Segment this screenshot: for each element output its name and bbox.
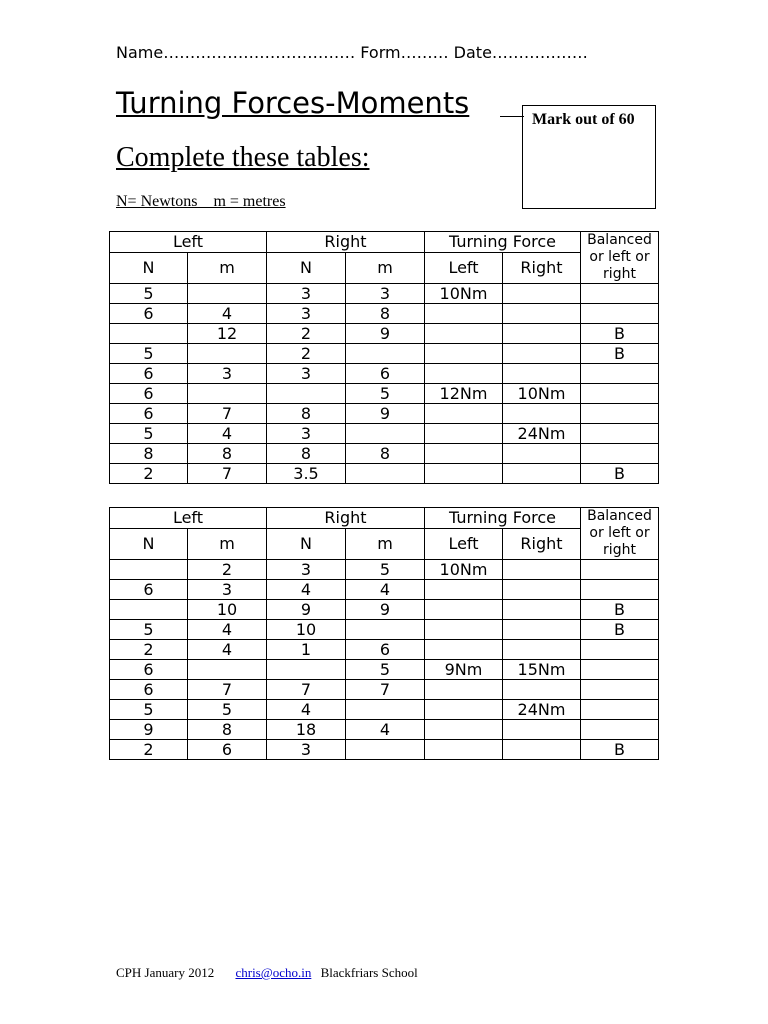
table-cell[interactable] — [581, 720, 659, 740]
table-cell[interactable]: 5 — [188, 700, 267, 720]
footer-email-link[interactable]: chris@ocho.in — [235, 965, 312, 980]
table-cell[interactable]: 10 — [267, 620, 346, 640]
table-cell[interactable]: 2 — [110, 640, 188, 660]
table-cell[interactable]: 24Nm — [503, 424, 581, 444]
table-cell[interactable]: 8 — [346, 304, 425, 324]
table-cell[interactable]: 7 — [346, 680, 425, 700]
table-cell[interactable] — [503, 580, 581, 600]
table-row — [110, 364, 659, 384]
table-cell[interactable] — [503, 680, 581, 700]
table-row — [110, 404, 659, 424]
table-row — [110, 620, 659, 640]
table-cell[interactable] — [425, 680, 503, 700]
table-cell[interactable] — [425, 424, 503, 444]
table-row — [110, 344, 659, 364]
units-legend: N= Newtons m = metres — [116, 193, 286, 210]
column-header: N — [267, 528, 346, 559]
table-cell[interactable]: 9 — [110, 720, 188, 740]
table-cell[interactable] — [425, 740, 503, 760]
table-cell[interactable]: 4 — [188, 620, 267, 640]
column-header: Right — [503, 528, 581, 559]
column-header: N — [110, 252, 188, 283]
table-cell[interactable]: 6 — [346, 364, 425, 384]
table-cell[interactable]: 7 — [188, 464, 267, 484]
table-cell[interactable] — [425, 344, 503, 364]
table-cell[interactable]: 12Nm — [425, 384, 503, 404]
table-cell[interactable]: 5 — [346, 560, 425, 580]
table-cell[interactable]: 3 — [267, 560, 346, 580]
table-cell[interactable]: 8 — [267, 444, 346, 464]
table-cell[interactable]: 6 — [110, 404, 188, 424]
table-cell[interactable]: 3 — [267, 740, 346, 760]
table-group-header-row — [110, 232, 659, 253]
table-cell[interactable]: 15Nm — [503, 660, 581, 680]
column-header: m — [346, 252, 425, 283]
table-cell[interactable]: 4 — [188, 640, 267, 660]
table-row — [110, 324, 659, 344]
table-cell[interactable]: 5 — [110, 620, 188, 640]
table-cell[interactable] — [425, 720, 503, 740]
table-cell[interactable]: 9 — [346, 404, 425, 424]
table-row — [110, 680, 659, 700]
table-cell[interactable]: 3.5 — [267, 464, 346, 484]
table-cell[interactable] — [581, 660, 659, 680]
table-cell[interactable]: 3 — [188, 364, 267, 384]
table-cell[interactable] — [110, 324, 188, 344]
table-cell[interactable] — [346, 344, 425, 364]
group-header: Left — [110, 508, 267, 529]
table-row — [110, 284, 659, 304]
column-header: N — [267, 252, 346, 283]
table-cell[interactable]: 7 — [267, 680, 346, 700]
instructions-heading: Complete these tables: — [116, 142, 370, 173]
table-cell[interactable] — [425, 364, 503, 384]
table-cell[interactable]: 1 — [267, 640, 346, 660]
table-cell[interactable] — [581, 424, 659, 444]
table-cell[interactable] — [425, 404, 503, 424]
table-cell[interactable] — [188, 384, 267, 404]
table-cell[interactable] — [581, 404, 659, 424]
table-cell[interactable] — [503, 560, 581, 580]
table-cell[interactable]: 10Nm — [425, 284, 503, 304]
table-row — [110, 304, 659, 324]
table-cell[interactable]: 9 — [346, 324, 425, 344]
footer — [116, 965, 418, 981]
balance-header: Balanced or left or right — [581, 232, 659, 284]
table-cell[interactable]: 4 — [267, 700, 346, 720]
table-cell[interactable] — [346, 424, 425, 444]
table-row — [110, 560, 659, 580]
group-header: Left — [110, 232, 267, 253]
table-cell[interactable] — [581, 640, 659, 660]
table-cell[interactable]: B — [581, 600, 659, 620]
table-cell[interactable] — [267, 660, 346, 680]
table-cell[interactable]: 10Nm — [425, 560, 503, 580]
table-row — [110, 580, 659, 600]
table-cell[interactable]: 6 — [110, 364, 188, 384]
table-cell[interactable] — [581, 680, 659, 700]
table-cell[interactable]: 6 — [110, 660, 188, 680]
table-cell[interactable]: 5 — [346, 384, 425, 404]
table-cell[interactable]: 3 — [188, 580, 267, 600]
table-cell[interactable] — [503, 464, 581, 484]
group-header: Turning Force — [425, 232, 581, 253]
table-cell[interactable]: 5 — [110, 424, 188, 444]
footer-author-date: CPH January 2012 — [116, 965, 215, 980]
table-cell[interactable]: 3 — [346, 284, 425, 304]
table-cell[interactable] — [425, 700, 503, 720]
table-cell[interactable]: B — [581, 620, 659, 640]
table-cell[interactable]: 4 — [267, 580, 346, 600]
table-cell[interactable]: 8 — [346, 444, 425, 464]
table-cell[interactable]: 10 — [188, 600, 267, 620]
table-cell[interactable]: B — [581, 324, 659, 344]
table-cell[interactable]: B — [581, 344, 659, 364]
table-row — [110, 444, 659, 464]
table-cell[interactable] — [346, 700, 425, 720]
table-cell[interactable] — [503, 720, 581, 740]
table-row — [110, 424, 659, 444]
table-cell[interactable] — [503, 324, 581, 344]
table-cell[interactable]: 2 — [267, 324, 346, 344]
table-cell[interactable]: 7 — [188, 404, 267, 424]
table-row — [110, 464, 659, 484]
table-row — [110, 720, 659, 740]
table-cell[interactable] — [346, 620, 425, 640]
table-cell[interactable]: 4 — [188, 304, 267, 324]
table-cell[interactable]: 5 — [110, 344, 188, 364]
table-cell[interactable] — [581, 700, 659, 720]
table-cell[interactable] — [188, 284, 267, 304]
table-cell[interactable]: 2 — [110, 464, 188, 484]
table-group-header-row — [110, 508, 659, 529]
table-cell[interactable]: 6 — [110, 680, 188, 700]
table-cell[interactable] — [425, 580, 503, 600]
table-row — [110, 640, 659, 660]
table-cell[interactable]: 5 — [110, 284, 188, 304]
table-cell[interactable] — [188, 660, 267, 680]
table-cell[interactable] — [581, 284, 659, 304]
table-cell[interactable]: 4 — [346, 580, 425, 600]
table-subheader-row — [110, 252, 659, 283]
mark-box — [522, 105, 656, 209]
table-cell[interactable]: 8 — [188, 720, 267, 740]
table-cell[interactable] — [346, 740, 425, 760]
table-cell[interactable]: 6 — [110, 304, 188, 324]
table-cell[interactable] — [581, 304, 659, 324]
name-form-date-line: Name……………………………… Form……… Date……………… — [116, 43, 588, 62]
table-cell[interactable]: 18 — [267, 720, 346, 740]
table-cell[interactable] — [503, 640, 581, 660]
table-cell[interactable]: 5 — [346, 660, 425, 680]
group-header: Right — [267, 508, 425, 529]
table-cell[interactable]: 10Nm — [503, 384, 581, 404]
table-cell[interactable]: 3 — [267, 284, 346, 304]
table-row — [110, 740, 659, 760]
table-cell[interactable] — [581, 580, 659, 600]
table-cell[interactable]: 3 — [267, 424, 346, 444]
table-cell[interactable]: 3 — [267, 304, 346, 324]
table-row — [110, 660, 659, 680]
table-row — [110, 700, 659, 720]
table-cell[interactable] — [425, 600, 503, 620]
table-cell[interactable]: 9 — [346, 600, 425, 620]
page-title: Turning Forces-Moments — [116, 86, 470, 120]
moments-table-1 — [109, 231, 659, 484]
table-cell[interactable] — [425, 620, 503, 640]
table-cell[interactable]: 9 — [267, 600, 346, 620]
table-cell[interactable]: 2 — [267, 344, 346, 364]
column-header: N — [110, 528, 188, 559]
table-cell[interactable]: 9Nm — [425, 660, 503, 680]
table-row — [110, 384, 659, 404]
table-cell[interactable]: 6 — [346, 640, 425, 660]
column-header: Left — [425, 252, 503, 283]
table-cell[interactable]: 8 — [267, 404, 346, 424]
table-cell[interactable]: B — [581, 740, 659, 760]
group-header: Right — [267, 232, 425, 253]
table-cell[interactable] — [503, 304, 581, 324]
table-cell[interactable] — [425, 464, 503, 484]
table-cell[interactable] — [346, 464, 425, 484]
table-cell[interactable]: 4 — [346, 720, 425, 740]
table-cell[interactable] — [503, 600, 581, 620]
table-cell[interactable] — [503, 404, 581, 424]
footer-school: Blackfriars School — [320, 965, 418, 980]
table-cell[interactable]: 4 — [188, 424, 267, 444]
table-cell[interactable]: 2 — [188, 560, 267, 580]
table-cell[interactable] — [425, 324, 503, 344]
table-cell[interactable]: 7 — [188, 680, 267, 700]
column-header: Left — [425, 528, 503, 559]
table-cell[interactable] — [581, 560, 659, 580]
table-cell[interactable] — [503, 620, 581, 640]
moments-table-2 — [109, 507, 659, 760]
table-cell[interactable] — [110, 560, 188, 580]
table-cell[interactable]: 8 — [188, 444, 267, 464]
balance-header: Balanced or left or right — [581, 508, 659, 560]
table-cell[interactable] — [503, 740, 581, 760]
table-cell[interactable]: 6 — [110, 384, 188, 404]
table-cell[interactable]: 6 — [188, 740, 267, 760]
table-cell[interactable] — [581, 444, 659, 464]
column-header: m — [188, 528, 267, 559]
group-header: Turning Force — [425, 508, 581, 529]
table-cell[interactable] — [425, 444, 503, 464]
table-cell[interactable] — [425, 304, 503, 324]
table-cell[interactable] — [110, 600, 188, 620]
table-cell[interactable] — [503, 364, 581, 384]
table-cell[interactable] — [503, 344, 581, 364]
column-header: m — [188, 252, 267, 283]
table-cell[interactable] — [188, 344, 267, 364]
table-cell[interactable]: 24Nm — [503, 700, 581, 720]
table-cell[interactable]: 5 — [110, 700, 188, 720]
column-header: Right — [503, 252, 581, 283]
table-row — [110, 600, 659, 620]
table-cell[interactable] — [267, 384, 346, 404]
table-cell[interactable] — [425, 640, 503, 660]
table-subheader-row — [110, 528, 659, 559]
column-header: m — [346, 528, 425, 559]
table-cell[interactable]: 12 — [188, 324, 267, 344]
title-underline-extension — [500, 116, 524, 117]
table-cell[interactable] — [581, 364, 659, 384]
table-cell[interactable]: 2 — [110, 740, 188, 760]
table-cell[interactable]: 6 — [110, 580, 188, 600]
table-cell[interactable]: 3 — [267, 364, 346, 384]
mark-box-label: Mark out of 60 — [532, 111, 635, 128]
table-cell[interactable] — [503, 284, 581, 304]
table-cell[interactable]: B — [581, 464, 659, 484]
table-cell[interactable] — [581, 384, 659, 404]
table-cell[interactable] — [503, 444, 581, 464]
table-cell[interactable]: 8 — [110, 444, 188, 464]
